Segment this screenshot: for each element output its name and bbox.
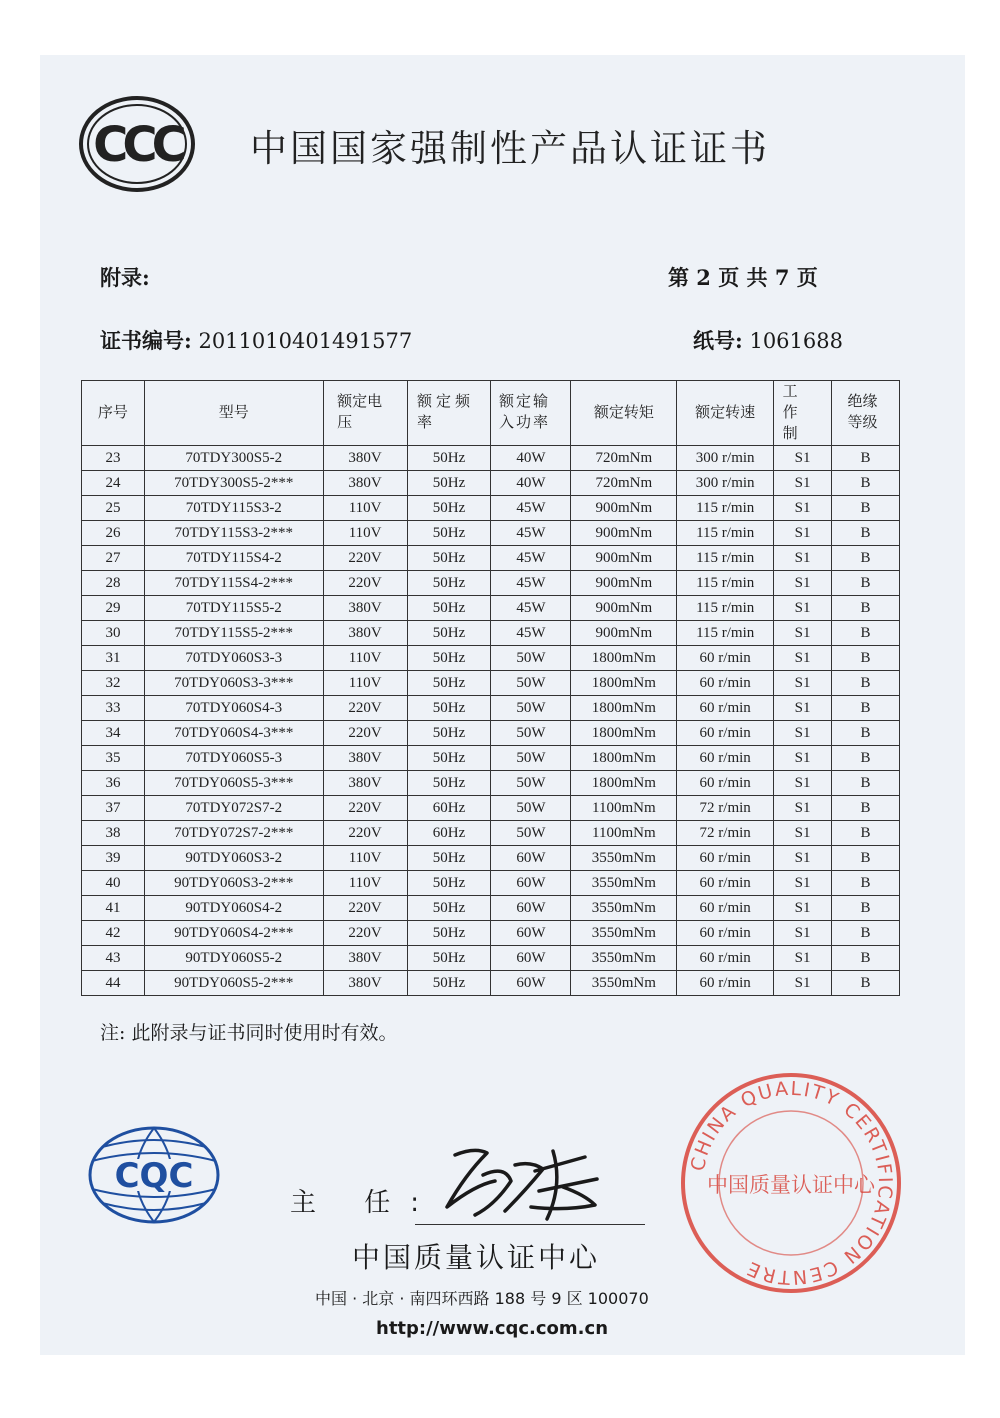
table-row [82, 946, 900, 971]
cell-duty: S1 [774, 946, 832, 971]
cell-speed: 115 r/min [677, 571, 774, 596]
cell-duty: S1 [774, 696, 832, 721]
col-header-power-text: 额定输入功率 [498, 394, 550, 431]
certificate-number [100, 325, 412, 355]
cell-frequency: 60Hz [407, 821, 491, 846]
cell-speed: 115 r/min [677, 546, 774, 571]
cell-speed: 60 r/min [677, 696, 774, 721]
cell-power: 60W [491, 871, 571, 896]
cell-frequency: 50Hz [407, 971, 491, 996]
table-row [82, 646, 900, 671]
cell-frequency: 50Hz [407, 696, 491, 721]
cell-insulation: B [832, 921, 900, 946]
cell-power: 45W [491, 621, 571, 646]
cell-torque: 3550mNm [571, 946, 677, 971]
cell-torque: 900mNm [571, 621, 677, 646]
cell-torque: 3550mNm [571, 971, 677, 996]
cell-frequency: 50Hz [407, 571, 491, 596]
table-row [82, 546, 900, 571]
cell-frequency: 50Hz [407, 446, 491, 471]
table-row [82, 771, 900, 796]
cell-model: 90TDY060S5-2*** [144, 971, 323, 996]
col-header-speed: 额定转速 [677, 381, 774, 446]
table-row [82, 746, 900, 771]
cell-speed: 300 r/min [677, 446, 774, 471]
cell-speed: 60 r/min [677, 671, 774, 696]
cell-speed: 115 r/min [677, 621, 774, 646]
cell-torque: 900mNm [571, 571, 677, 596]
cell-index: 44 [82, 971, 145, 996]
cell-model: 70TDY115S3-2 [144, 496, 323, 521]
cell-frequency: 50Hz [407, 746, 491, 771]
cell-voltage: 110V [323, 496, 407, 521]
cell-voltage: 220V [323, 921, 407, 946]
cell-power: 45W [491, 571, 571, 596]
table-row [82, 696, 900, 721]
cell-speed: 60 r/min [677, 646, 774, 671]
table-row [82, 846, 900, 871]
cell-duty: S1 [774, 496, 832, 521]
cell-index: 35 [82, 746, 145, 771]
cell-voltage: 220V [323, 721, 407, 746]
issuer-name: 中国质量认证中心 [352, 1241, 601, 1274]
cell-insulation: B [832, 896, 900, 921]
cell-frequency: 50Hz [407, 671, 491, 696]
cell-index: 26 [82, 521, 145, 546]
cell-index: 39 [82, 846, 145, 871]
official-seal-stamp [676, 1068, 906, 1298]
paper-no-value: 1061688 [749, 329, 843, 353]
cell-index: 38 [82, 821, 145, 846]
table-row [82, 871, 900, 896]
cell-power: 45W [491, 546, 571, 571]
cell-duty: S1 [774, 746, 832, 771]
cell-voltage: 110V [323, 521, 407, 546]
cqc-logo-icon [88, 1125, 220, 1225]
cell-torque: 1800mNm [571, 671, 677, 696]
cell-duty: S1 [774, 871, 832, 896]
cell-power: 60W [491, 846, 571, 871]
cell-speed: 115 r/min [677, 596, 774, 621]
cell-speed: 60 r/min [677, 746, 774, 771]
issuer-website: http://www.cqc.com.cn [376, 1318, 609, 1339]
cell-frequency: 50Hz [407, 646, 491, 671]
cell-insulation: B [832, 646, 900, 671]
cell-duty: S1 [774, 521, 832, 546]
cell-insulation: B [832, 846, 900, 871]
cell-voltage: 220V [323, 696, 407, 721]
cell-duty: S1 [774, 471, 832, 496]
table-header-row [82, 381, 900, 446]
table-row [82, 621, 900, 646]
cell-duty: S1 [774, 846, 832, 871]
cell-voltage: 220V [323, 571, 407, 596]
cell-torque: 3550mNm [571, 846, 677, 871]
cell-insulation: B [832, 871, 900, 896]
cell-voltage: 110V [323, 646, 407, 671]
cell-voltage: 380V [323, 471, 407, 496]
cell-voltage: 110V [323, 846, 407, 871]
cell-speed: 115 r/min [677, 496, 774, 521]
cell-insulation: B [832, 721, 900, 746]
cell-torque: 720mNm [571, 471, 677, 496]
cell-insulation: B [832, 821, 900, 846]
cell-model: 70TDY115S4-2*** [144, 571, 323, 596]
cell-voltage: 220V [323, 896, 407, 921]
cell-duty: S1 [774, 446, 832, 471]
cell-duty: S1 [774, 721, 832, 746]
cell-index: 31 [82, 646, 145, 671]
cell-index: 29 [82, 596, 145, 621]
cell-speed: 60 r/min [677, 896, 774, 921]
cell-frequency: 50Hz [407, 846, 491, 871]
signature-line [415, 1224, 645, 1225]
director-label: 主 任: [290, 1188, 440, 1218]
cell-index: 43 [82, 946, 145, 971]
cell-voltage: 380V [323, 771, 407, 796]
table-row [82, 921, 900, 946]
cell-insulation: B [832, 571, 900, 596]
cell-model: 70TDY115S5-2*** [144, 621, 323, 646]
cell-model: 70TDY060S4-3*** [144, 721, 323, 746]
cell-index: 33 [82, 696, 145, 721]
cell-torque: 900mNm [571, 546, 677, 571]
cell-power: 50W [491, 771, 571, 796]
cell-power: 40W [491, 471, 571, 496]
cell-power: 45W [491, 596, 571, 621]
paper-no-label: 纸号: [693, 328, 743, 353]
cell-power: 50W [491, 721, 571, 746]
cell-voltage: 380V [323, 746, 407, 771]
cell-torque: 1800mNm [571, 771, 677, 796]
cell-torque: 1100mNm [571, 796, 677, 821]
ccc-logo-icon [78, 95, 196, 193]
cell-voltage: 110V [323, 871, 407, 896]
cell-insulation: B [832, 621, 900, 646]
director-signature [435, 1135, 615, 1225]
table-row [82, 971, 900, 996]
cell-insulation: B [832, 671, 900, 696]
seal-outer-text: CHINA QUALITY CERTIFICATION CENTRE [686, 1077, 897, 1289]
col-header-torque: 额定转矩 [571, 381, 677, 446]
cell-power: 50W [491, 746, 571, 771]
cell-insulation: B [832, 946, 900, 971]
cell-duty: S1 [774, 921, 832, 946]
cell-duty: S1 [774, 771, 832, 796]
cell-index: 23 [82, 446, 145, 471]
cell-torque: 720mNm [571, 446, 677, 471]
cell-speed: 300 r/min [677, 471, 774, 496]
cell-duty: S1 [774, 546, 832, 571]
cell-torque: 1800mNm [571, 646, 677, 671]
cell-index: 27 [82, 546, 145, 571]
cell-frequency: 50Hz [407, 596, 491, 621]
cell-voltage: 220V [323, 546, 407, 571]
cell-frequency: 50Hz [407, 471, 491, 496]
cell-voltage: 380V [323, 446, 407, 471]
page-indicator: 第 2 页 共 7 页 [668, 265, 818, 290]
table-row [82, 571, 900, 596]
cell-duty: S1 [774, 821, 832, 846]
cell-torque: 1800mNm [571, 721, 677, 746]
cell-index: 28 [82, 571, 145, 596]
cert-no-value: 2011010401491577 [198, 329, 413, 353]
ccc-logo-text: CCC [93, 117, 181, 173]
cell-power: 50W [491, 796, 571, 821]
cell-index: 36 [82, 771, 145, 796]
cell-frequency: 50Hz [407, 496, 491, 521]
cell-torque: 3550mNm [571, 871, 677, 896]
cell-voltage: 380V [323, 621, 407, 646]
cell-insulation: B [832, 746, 900, 771]
cell-index: 24 [82, 471, 145, 496]
col-header-index: 序号 [82, 381, 145, 446]
table-row [82, 596, 900, 621]
cell-power: 45W [491, 496, 571, 521]
col-header-duty [774, 381, 832, 446]
cell-insulation: B [832, 471, 900, 496]
col-header-voltage-text: 额定电压 [337, 394, 383, 431]
cell-duty: S1 [774, 671, 832, 696]
cell-frequency: 60Hz [407, 796, 491, 821]
cell-duty: S1 [774, 896, 832, 921]
cell-insulation: B [832, 521, 900, 546]
table-row [82, 821, 900, 846]
cell-speed: 60 r/min [677, 846, 774, 871]
col-header-insulation-text: 绝缘等级 [847, 394, 878, 431]
cell-frequency: 50Hz [407, 521, 491, 546]
cell-frequency: 50Hz [407, 896, 491, 921]
table-row [82, 896, 900, 921]
col-header-frequency-text: 额定频率 [417, 394, 475, 431]
cell-model: 70TDY072S7-2*** [144, 821, 323, 846]
cell-model: 90TDY060S4-2 [144, 896, 323, 921]
cell-power: 50W [491, 646, 571, 671]
cell-insulation: B [832, 496, 900, 521]
table-row [82, 671, 900, 696]
cell-power: 50W [491, 696, 571, 721]
cell-duty: S1 [774, 971, 832, 996]
cell-index: 25 [82, 496, 145, 521]
cell-power: 60W [491, 896, 571, 921]
cell-model: 70TDY060S4-3 [144, 696, 323, 721]
cell-speed: 60 r/min [677, 871, 774, 896]
col-header-insulation [832, 381, 900, 446]
product-spec-table [81, 380, 900, 996]
cqc-logo-text: CQC [114, 1156, 194, 1196]
cert-no-label: 证书编号: [100, 328, 192, 353]
cell-index: 40 [82, 871, 145, 896]
cell-power: 50W [491, 821, 571, 846]
cell-insulation: B [832, 546, 900, 571]
cell-model: 70TDY060S3-3*** [144, 671, 323, 696]
cell-index: 41 [82, 896, 145, 921]
cell-speed: 72 r/min [677, 796, 774, 821]
cell-model: 70TDY115S3-2*** [144, 521, 323, 546]
cell-torque: 1800mNm [571, 746, 677, 771]
cell-torque: 3550mNm [571, 921, 677, 946]
cell-speed: 60 r/min [677, 771, 774, 796]
cell-torque: 3550mNm [571, 896, 677, 921]
cell-model: 70TDY072S7-2 [144, 796, 323, 821]
cell-insulation: B [832, 446, 900, 471]
cell-duty: S1 [774, 646, 832, 671]
cell-torque: 900mNm [571, 521, 677, 546]
table-row [82, 446, 900, 471]
table-row [82, 796, 900, 821]
cell-frequency: 50Hz [407, 621, 491, 646]
cell-model: 90TDY060S5-2 [144, 946, 323, 971]
cell-insulation: B [832, 696, 900, 721]
cell-duty: S1 [774, 796, 832, 821]
table-row [82, 721, 900, 746]
cell-torque: 1100mNm [571, 821, 677, 846]
cell-model: 90TDY060S3-2 [144, 846, 323, 871]
cell-power: 60W [491, 946, 571, 971]
cell-power: 45W [491, 521, 571, 546]
col-header-voltage [323, 381, 407, 446]
cell-speed: 72 r/min [677, 821, 774, 846]
appendix-label: 附录: [100, 265, 150, 290]
cell-model: 70TDY060S5-3*** [144, 771, 323, 796]
cell-index: 42 [82, 921, 145, 946]
cell-index: 32 [82, 671, 145, 696]
cell-power: 60W [491, 921, 571, 946]
cell-speed: 115 r/min [677, 521, 774, 546]
cell-model: 70TDY300S5-2*** [144, 471, 323, 496]
col-header-frequency [407, 381, 491, 446]
cell-speed: 60 r/min [677, 721, 774, 746]
cell-speed: 60 r/min [677, 946, 774, 971]
cell-insulation: B [832, 771, 900, 796]
cell-frequency: 50Hz [407, 871, 491, 896]
cell-voltage: 380V [323, 596, 407, 621]
cell-insulation: B [832, 596, 900, 621]
cell-model: 70TDY115S5-2 [144, 596, 323, 621]
cell-duty: S1 [774, 571, 832, 596]
cell-insulation: B [832, 971, 900, 996]
table-body [82, 446, 900, 996]
cell-index: 30 [82, 621, 145, 646]
table-row [82, 496, 900, 521]
cell-frequency: 50Hz [407, 721, 491, 746]
cell-model: 90TDY060S4-2*** [144, 921, 323, 946]
cell-voltage: 380V [323, 971, 407, 996]
col-header-power [491, 381, 571, 446]
cell-frequency: 50Hz [407, 946, 491, 971]
cell-duty: S1 [774, 596, 832, 621]
paper-number [693, 325, 843, 355]
cell-duty: S1 [774, 621, 832, 646]
cell-voltage: 380V [323, 946, 407, 971]
validity-note: 注: 此附录与证书同时使用时有效。 [100, 1022, 398, 1044]
col-header-model: 型号 [144, 381, 323, 446]
cell-model: 70TDY060S5-3 [144, 746, 323, 771]
cell-frequency: 50Hz [407, 546, 491, 571]
cell-power: 50W [491, 671, 571, 696]
cell-speed: 60 r/min [677, 971, 774, 996]
cell-speed: 60 r/min [677, 921, 774, 946]
issuer-address: 中国 · 北京 · 南四环西路 188 号 9 区 100070 [315, 1289, 649, 1308]
table-row [82, 471, 900, 496]
col-header-duty-text: 工作制 [782, 383, 806, 442]
cell-voltage: 220V [323, 796, 407, 821]
seal-inner-text: 中国质量认证中心 [707, 1173, 875, 1197]
cell-torque: 900mNm [571, 596, 677, 621]
cell-model: 70TDY115S4-2 [144, 546, 323, 571]
cell-model: 70TDY060S3-3 [144, 646, 323, 671]
cell-voltage: 110V [323, 671, 407, 696]
cell-frequency: 50Hz [407, 771, 491, 796]
cell-model: 90TDY060S3-2*** [144, 871, 323, 896]
cell-insulation: B [832, 796, 900, 821]
cell-power: 40W [491, 446, 571, 471]
cell-index: 37 [82, 796, 145, 821]
cell-frequency: 50Hz [407, 921, 491, 946]
cell-torque: 900mNm [571, 496, 677, 521]
cell-voltage: 220V [323, 821, 407, 846]
table-row [82, 521, 900, 546]
document-title: 中国国家强制性产品认证证书 [250, 127, 770, 170]
cell-torque: 1800mNm [571, 696, 677, 721]
cell-power: 60W [491, 971, 571, 996]
cell-model: 70TDY300S5-2 [144, 446, 323, 471]
cell-index: 34 [82, 721, 145, 746]
